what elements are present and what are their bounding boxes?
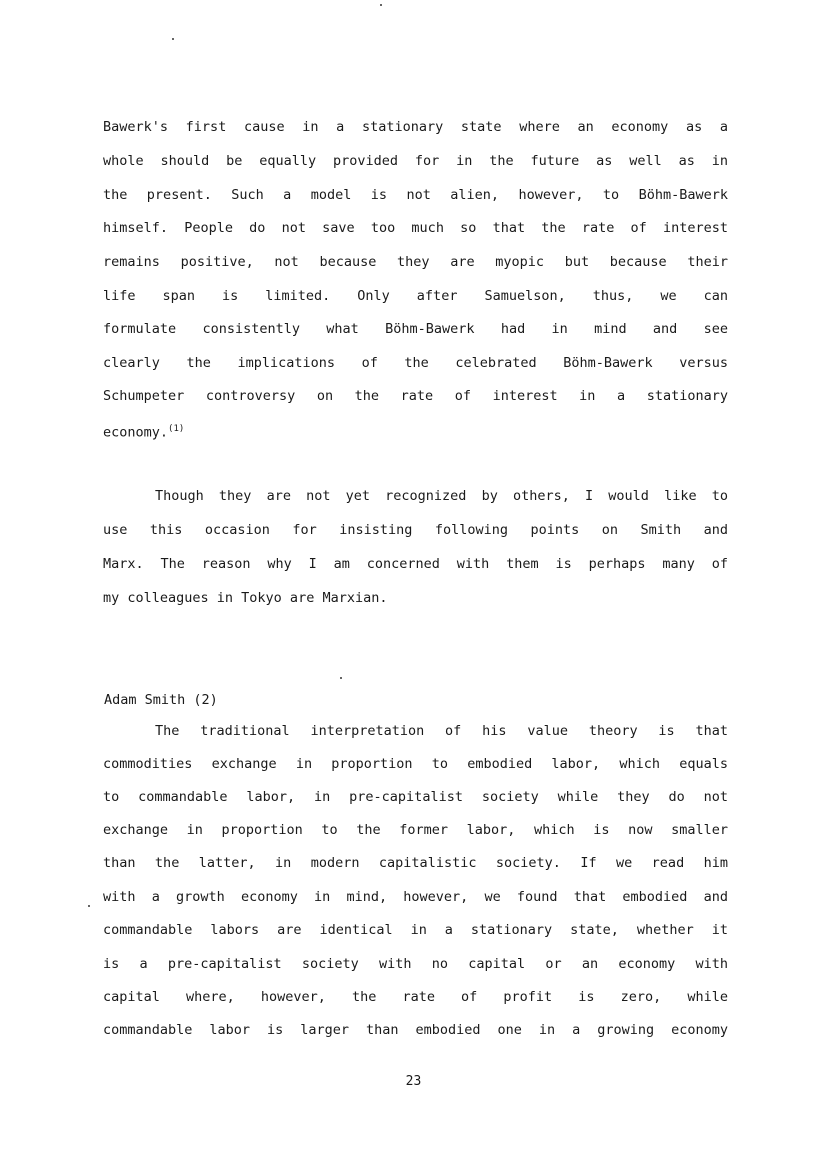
text-line: remains positive, not because they are myopic but because their [103,254,728,270]
section-heading: Adam Smith (2) [104,692,218,708]
scan-speck [88,905,90,907]
scan-speck [380,4,382,6]
scan-speck [340,677,342,679]
text-line: exchange in proportion to the former labor, which is now smaller [103,822,728,838]
text-line: commandable labors are identical in a stationary state, whether it [103,922,728,938]
text-line: my colleagues in Tokyo are Marxian. [103,590,388,606]
text-line: whole should be equally provided for in the future as well as in [103,153,728,169]
text-line: to commandable labor, in pre-capitalist society while they do not [103,789,728,805]
text-line: commodities exchange in proportion to embodied labor, which equals [103,756,728,772]
text-line: than the latter, in modern capitalistic society. If we read him [103,855,728,871]
text-line: clearly the implications of the celebrated Böhm-Bawerk versus [103,355,728,371]
text-line: Bawerk's first cause in a stationary state where an economy as a [103,119,728,135]
text-line: himself. People do not save too much so that the rate of interest [103,220,728,236]
text-line-last [103,425,728,440]
footnote-mark: (1) [168,424,185,434]
text-span: economy. [103,424,169,441]
text-line: The traditional interpretation of his value theory is that [155,723,728,739]
text-line: commandable labor is larger than embodied one in a growing economy [103,1022,728,1038]
text-line: is a pre-capitalist society with no capital or an economy with [103,956,728,972]
text-line: the present. Such a model is not alien, however, to Böhm-Bawerk [103,187,728,203]
text-line: with a growth economy in mind, however, we found that embodied and [103,889,728,905]
text-line: life span is limited. Only after Samuelson, thus, we can [103,288,728,304]
text-line: Though they are not yet recognized by others, I would like to [155,488,728,504]
scan-speck [172,38,174,40]
text-line: formulate consistently what Böhm-Bawerk had in mind and see [103,321,728,337]
text-line: Marx. The reason why I am concerned with them is perhaps many of [103,556,728,572]
text-line: capital where, however, the rate of profit is zero, while [103,989,728,1005]
text-line: Schumpeter controversy on the rate of interest in a stationary [103,388,728,404]
page-number: 23 [405,1074,422,1089]
text-line: use this occasion for insisting following points on Smith and [103,522,728,538]
